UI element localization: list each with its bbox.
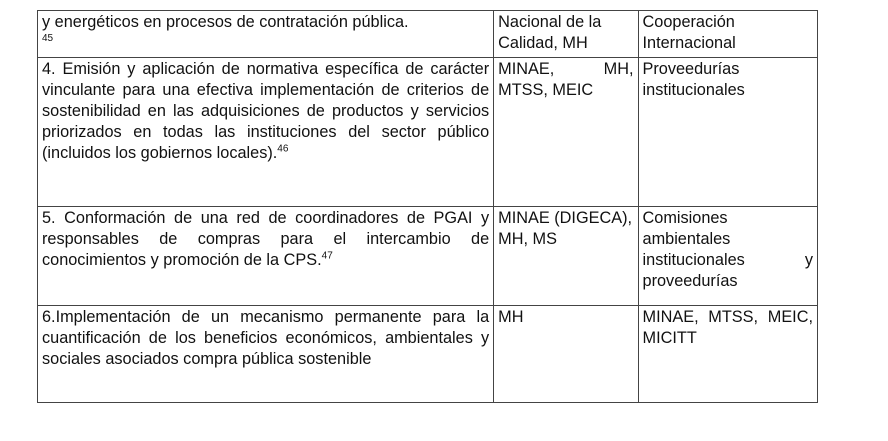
responsible-cell: MH bbox=[494, 306, 638, 403]
footnote-marker: 45 bbox=[42, 33, 54, 44]
actions-table bbox=[37, 10, 818, 403]
action-text: y energéticos en procesos de contratación pública. bbox=[42, 13, 409, 31]
action-cell bbox=[38, 11, 494, 58]
action-text: 6.Implementación de un mecanismo permanente para la cuantificación de los beneficios económicos, ambientales y sociales asociados compra pública sostenible bbox=[42, 308, 490, 368]
table-row bbox=[38, 58, 818, 207]
responsible-cell: MINAE (DIGECA), MH, MS bbox=[494, 207, 638, 306]
action-cell bbox=[38, 58, 494, 207]
footnote-marker: 46 bbox=[277, 143, 289, 155]
action-text: 4. Emisión y aplicación de normativa específica de carácter vinculante para una efectiva implementación de criterios de sostenibilidad en las adquisiciones de productos y servicios priorizados en todas las instituciones del sector público (incluidos los gobiernos locales). bbox=[42, 60, 490, 162]
action-text: 5. Conformación de una red de coordinadores de PGAI y responsables de compras para el intercambio de conocimientos y promoción de la CPS. bbox=[42, 209, 490, 269]
table-row bbox=[38, 11, 818, 58]
table-row bbox=[38, 207, 818, 306]
support-cell: Cooperación Internacional bbox=[638, 11, 817, 58]
support-cell: Comisiones ambientales institucionales y proveedurías bbox=[638, 207, 817, 306]
action-cell bbox=[38, 306, 494, 403]
responsible-cell: MINAE, MH, MTSS, MEIC bbox=[494, 58, 638, 207]
action-cell bbox=[38, 207, 494, 306]
support-cell: MINAE, MTSS, MEIC, MICITT bbox=[638, 306, 817, 403]
table-row bbox=[38, 306, 818, 403]
support-cell: Proveedurías institucionales bbox=[638, 58, 817, 207]
footnote-marker: 47 bbox=[321, 250, 333, 262]
responsible-cell: Nacional de la Calidad, MH bbox=[494, 11, 638, 58]
